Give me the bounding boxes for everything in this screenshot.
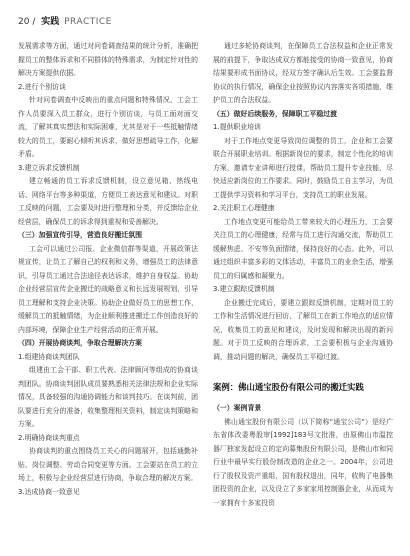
body-paragraph: 企业搬迁完成后，要建立跟踪反馈机制，定期对员工的工作和生活情况进行回访，了解员工在新工作地点的适应情况，收集员工的意见和建议，及时发现和解决出现的新问题。对于员工反映的合理诉求，工会要积极与企业沟通协调，推动问题的解决，确保员工平稳过渡。: [213, 298, 393, 361]
section-heading: （四）开展协商谈判，争取合理解决方案: [18, 339, 143, 347]
body-paragraph: 协商谈判的重点围绕员工关心的问题展开，包括通勤补贴、岗位调整、劳动合同变更等方面。工会要站在员工的立场上，积极与企业经营层进行协商，争取合理的解决方案。: [18, 447, 198, 482]
section-heading: （三）加强宣传引导，营造良好搬迁氛围: [18, 231, 143, 239]
subsection-heading: 2.进行个别访谈: [18, 82, 66, 91]
body-paragraph: 组建由工会干部、职工代表、法律顾问等组成的协商谈判团队。协商谈判团队成员要熟悉相关法律法规和企业实际情况，具备较强的沟通协调能力和谈判技巧。在谈判前，团队要进行充分的准备，收集整理相关资料，制定谈判策略和方案。: [18, 366, 198, 428]
subsection-heading: 2.关注职工心理健康: [213, 204, 275, 212]
body-paragraph: 工作地点变更可能给员工带来较大的心理压力，工会要关注员工的心理健康，经常与员工进行沟通交流，帮助员工缓解焦虑、不安等负面情绪，保持良好的心态。此外，可以通过组织丰富多彩的文体活动，丰富员工的业余生活，增强员工的归属感和凝聚力。: [213, 217, 393, 280]
page-number: 20: [18, 17, 30, 27]
subsection-heading: 3.建立跟踪反馈机制: [213, 285, 275, 293]
subsection-heading: 3.达成协商一致意见: [18, 487, 80, 496]
section-title: 实践: [41, 17, 60, 27]
page-header: [18, 14, 112, 27]
body-paragraph: 建立畅通的员工诉求反馈机制，设立意见箱、热线电话、网络平台等多种渠道，方便员工表达意见和建议。对职工反映的问题，工会要及时进行整理和分类，并反馈给企业经营层，确保员工的诉求得到重视和妥善解决。: [18, 177, 198, 226]
subsection-heading: 2.明确协商谈判重点: [18, 433, 80, 442]
body-paragraph: 通过多轮协商谈判，在保障员工合法权益和企业正常发展的前提下，争取达成双方都能接受的协商一致意见，协商结果要形成书面协议，经双方签字确认后生效。工会要监督协议的执行情况，确保企业按照协议内容落实各项措施，维护员工的合法权益。: [213, 42, 393, 104]
header-divider: /: [32, 17, 39, 27]
right-column: [213, 40, 393, 510]
body-paragraph: 针对问卷调查中反映出的重点问题和特殊情况，工会工作人员要深入员工群众，进行个别访谈，与员工面对面交流，了解其真实想法和实际困难，尤其是对于一些抵触情绪较大的员工，要耐心倾听其诉求，做好思想疏导工作，化解矛盾。: [18, 96, 198, 158]
right-column-body: [213, 40, 393, 364]
section-title-english: PRACTICE: [64, 17, 112, 27]
body-paragraph: 对于工作地点变更导致岗位调整的员工，企业和工会要联合开展职业培训。根据新岗位的要求，制定个性化的培训方案，邀请专业讲师进行授课，帮助员工提升专业技能，尽快适应新岗位的工作要求。同时，鼓励员工自主学习，为员工提供学习资料和学习平台，支持员工的职业发展。: [213, 136, 393, 199]
body-paragraph: 发展需求等方面，通过对问卷调查结果的统计分析，准确把握员工的整体诉求和不同群体的特殊需求，为制定针对性的解决方案提供依据。: [18, 42, 198, 77]
section-heading: （五）做好后续服务，保障职工平稳过渡: [213, 109, 338, 118]
case-section-heading: （一）案例背景: [213, 404, 262, 412]
subsection-heading: 1.组建协商谈判团队: [18, 352, 80, 361]
subsection-heading: 1.提供职业培训: [213, 123, 261, 131]
body-paragraph: 工会可以通过公司报、企业微信群等渠道，开展政策法规宣传，让员工了解自己的权利和义务，增强员工的法律意识，引导员工通过合法途径表达诉求，维护自身权益。协助企业经营层宣传企业搬迁的战略意义和长远发展规划，引导员工理解和支持企业决策。协助企业做好员工的思想工作，缓解员工的抵触情绪，为企业顺利推进搬迁工作创造良好的内部环境，保障企业生产经营活动的正常开展。: [18, 244, 198, 334]
subsection-heading: 3.建立诉求反馈机制: [18, 163, 80, 172]
case-paragraph: 佛山通宝股份有限公司（以下简称“通宝公司”）是经广东省体改委粤股审[1992]183号文批准，由原佛山市温控器厂独家发起设立的定向募集股份有限公司，是佛山市和同行业中最早实行股份制改造的企业之一。2004年，公司进行了股权及资产重组，国有股权退出，同年，收购了电器集团投资的企业，以及设立了多家家用控制器企业，从而成为一家拥有十多家投资: [213, 417, 393, 507]
case-title: 案例：佛山通宝股份有限公司的搬迁实践: [213, 382, 364, 392]
left-column: [18, 40, 198, 499]
